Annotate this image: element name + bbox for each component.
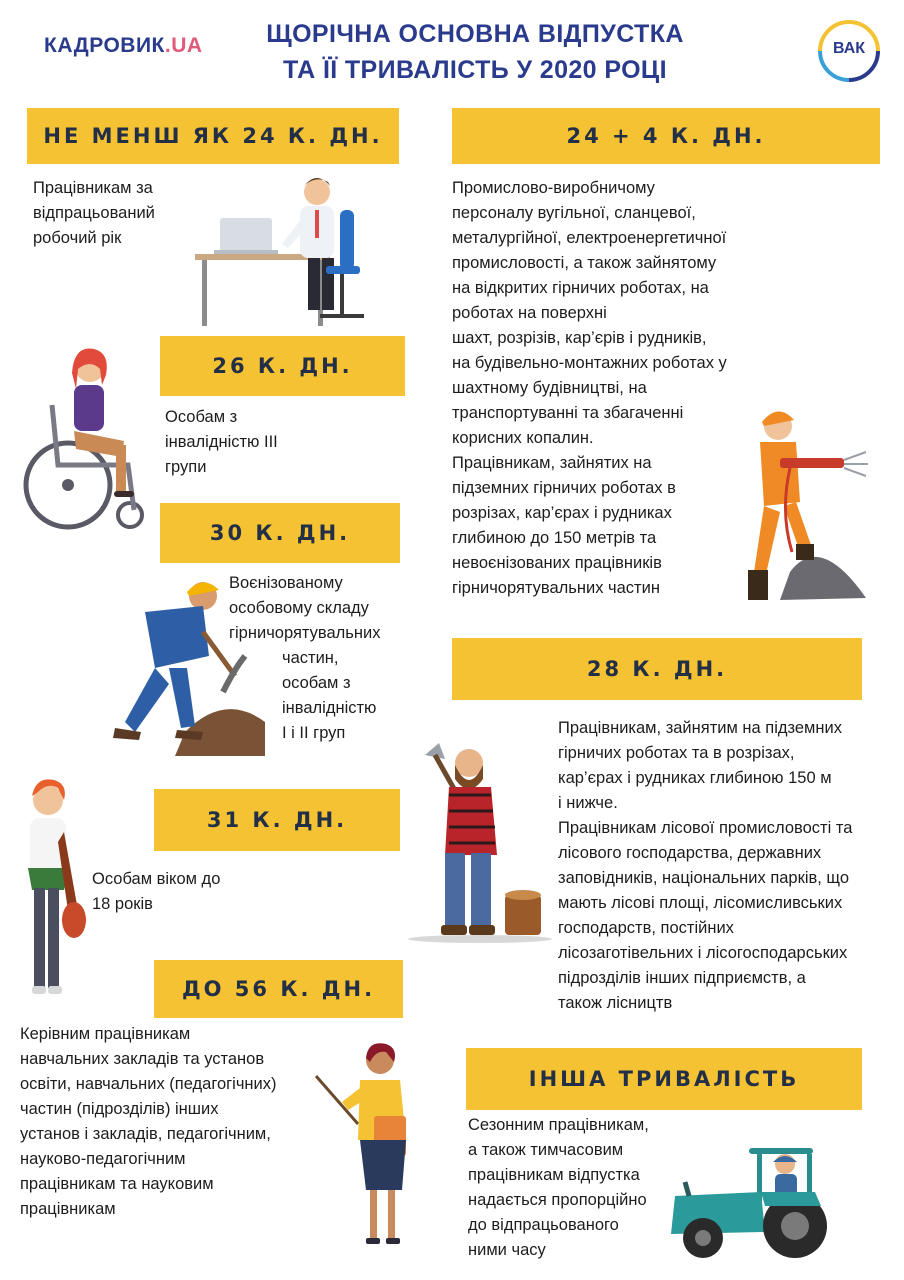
tractor-driver-icon: [665, 1122, 835, 1262]
kadrovyk-logo: [44, 34, 203, 58]
teenager-girl-icon: [8, 772, 88, 1012]
heading-24-days: НЕ МЕНШ ЯК 24 К. ДН.: [27, 108, 399, 164]
teacher-icon: [312, 1040, 422, 1250]
lumberjack-icon: [405, 735, 555, 945]
heading-other-duration: ІНША ТРИВАЛІСТЬ: [466, 1048, 862, 1110]
heading-24-plus-4-days: 24 + 4 К. ДН.: [452, 108, 880, 164]
text-30-days-b: частин, особам з інвалідністю І і ІІ груп: [282, 649, 377, 742]
text-31-days: Особам віком до 18 років: [92, 870, 221, 913]
text-24-plus-4-days: Промислово-виробничому персоналу вугільної, сланцевої, металургійної, електроенергетичної промисловості, а також зайнятому на відкритих гірничих роботах, на роботах на поверхні шахт, розрізів, кар’єрів і рудників, на будівельно-монтажних роботах у шахтному будівництві, на транспортуванні та збагаченні корисних копалин. Працівникам, зайнятих на підземних гірничих роботах в розрізах, кар’єрах і рудниках глибиною до 150 метрів та невоєнізованих працівників гірничорятувальних частин: [452, 179, 727, 597]
text-24-days: Працівникам за відпрацьований робочий рік: [33, 179, 155, 247]
heading-26-days: 26 К. ДН.: [160, 336, 405, 396]
page-title: [240, 16, 710, 88]
text-56-days: Керівним працівникам навчальних закладів та установ освіти, навчальних (педагогічних) частин (підрозділів) інших установ і закладів, педагогічним, науково-педагогічним працівникам та науковим працівникам: [20, 1025, 277, 1218]
vak-badge-icon: [818, 20, 880, 82]
heading-28-days: 28 К. ДН.: [452, 638, 862, 700]
text-28-days: Працівникам, зайнятим на підземних гірничих роботах та в розрізах, кар’єрах і рудниках глибиною 150 м і нижче. Працівникам лісової промисловості та лісового господарства, державних заповідників, національних парків, що мають лісові площі, лісомисливських господарств, постійних лісозаготівельних і лісогосподарських підрозділів інших підприємств, а також лісництв: [558, 719, 853, 1012]
office-worker-icon: [190, 170, 370, 330]
heading-30-days: 30 К. ДН.: [160, 503, 400, 563]
heading-56-days: ДО 56 К. ДН.: [154, 960, 403, 1018]
heading-31-days: 31 К. ДН.: [154, 789, 400, 851]
logo-main-text: КАДРОВИК: [44, 34, 165, 57]
title-line-1: ЩОРІЧНА ОСНОВНА ВІДПУСТКА: [266, 20, 684, 48]
miner-with-pickaxe-icon: [85, 572, 275, 762]
logo-suffix-text: .UA: [164, 34, 203, 57]
text-other-duration: Сезонним працівникам, а також тимчасовим працівникам відпустка надається пропорційно до відпрацьованого ними часу: [468, 1116, 649, 1259]
text-30-days-a: Воєнізованому особовому складу гірничорятувальних: [229, 574, 381, 642]
jackhammer-worker-icon: [720, 402, 870, 607]
text-26-days: Особам з інвалідністю ІІІ групи: [165, 408, 278, 476]
vak-badge-text: ВАК: [832, 40, 866, 57]
title-line-2: ТА ЇЇ ТРИВАЛІСТЬ У 2020 РОЦІ: [283, 56, 667, 84]
wheelchair-user-icon: [12, 345, 157, 535]
